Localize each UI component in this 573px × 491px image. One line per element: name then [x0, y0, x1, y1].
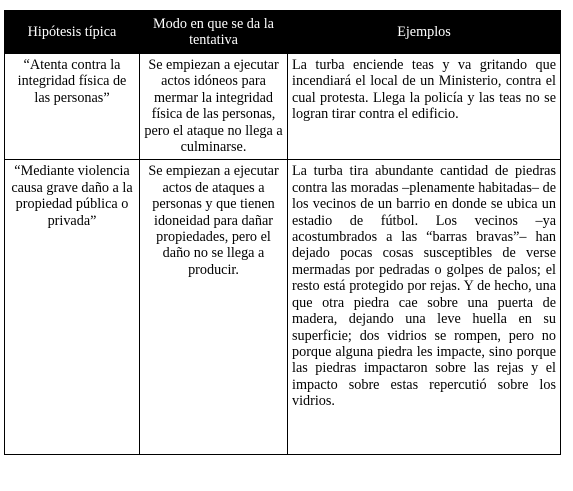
table-header	[5, 11, 561, 54]
hipotesis-cell: “Atenta contra la integridad física de las personas”	[5, 54, 140, 160]
ejemplo-cell: La turba tira abundante cantidad de piedras contra las moradas –plenamente habitadas– de los vecinos de un barrio en donde se ubica un estadio de fútbol. Los vecinos –ya acostumbrados a las “barras bravas”– han dejado pocas cosas susceptibles de verse mermadas por pedradas o golpes de palos; el resto está protegido por rejas. Y de hecho, una que otra piedra cae sobre una puerta de madera, dejando una leve huella en su superficie; dos vidrios se rompen, pero no porque alguna piedra les impacte, sino porque las piedras impactaron sobre las rejas y el impacto sobre estas repercutió sobre los vidrios.	[288, 160, 561, 455]
tentativa-table	[4, 10, 561, 455]
header-hipotesis-tipica: Hipótesis típica	[5, 11, 140, 54]
modo-cell: Se empiezan a ejecutar actos de ataques a personas y que tienen idoneidad para dañar propiedades, pero el daño no se llega a producir.	[140, 160, 288, 455]
modo-cell: Se empiezan a ejecutar actos idóneos para mermar la integridad física de las personas, pero el ataque no llega a culminarse.	[140, 54, 288, 160]
hipotesis-cell: “Mediante violencia causa grave daño a la propiedad pública o privada”	[5, 160, 140, 455]
table-row	[5, 160, 561, 455]
header-ejemplos: Ejemplos	[288, 11, 561, 54]
header-row	[5, 11, 561, 54]
header-modo-tentativa: Modo en que se da la tentativa	[140, 11, 288, 54]
table-body	[5, 54, 561, 455]
table-row	[5, 54, 561, 160]
ejemplo-cell: La turba enciende teas y va gritando que incendiará el local de un Ministerio, contra el cual protesta. Llega la policía y las teas no se logran tirar contra el edificio.	[288, 54, 561, 160]
